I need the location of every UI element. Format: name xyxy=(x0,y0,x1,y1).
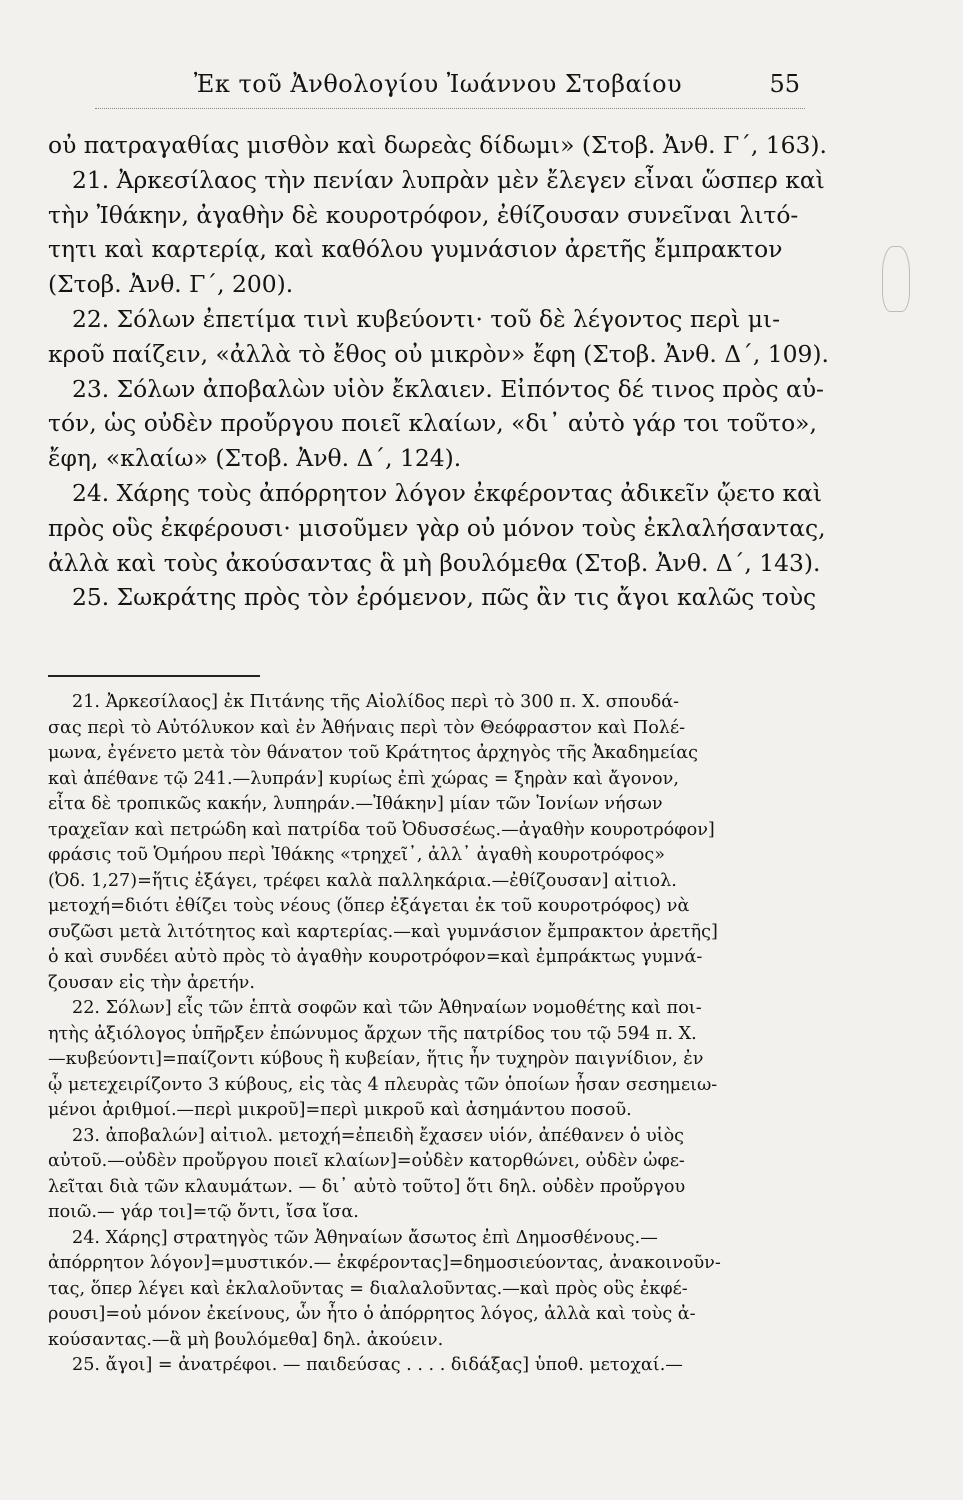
note-line: τραχεῖαν καὶ πετρώδη καὶ πατρίδα τοῦ Ὀδυσσέως.—ἀγαθὴν κουροτρόφον] xyxy=(48,819,715,840)
note-line: καὶ ἀπέθανε τῷ 241.—λυπράν] κυρίως ἐπὶ χώρας = ξηρὰν καὶ ἄγονον, xyxy=(48,768,679,789)
text-line: 25. Σωκράτης πρὸς τὸν ἐρόμενον, πῶς ἂν τις ἄγοι καλῶς τοὺς xyxy=(72,583,817,612)
margin-mark xyxy=(882,246,910,312)
note-line: αὐτοῦ.—οὐδὲν προὔργου ποιεῖ κλαίων]=οὐδὲν κατορθώνει, οὐδὲν ὠφε- xyxy=(48,1151,685,1171)
note-line: 24. Χάρης] στρατηγὸς τῶν Ἀθηναίων ἄσωτος ἐπὶ Δημοσθένους.— xyxy=(72,1227,658,1248)
text-line: τητι καὶ καρτερίᾳ, καὶ καθόλου γυμνάσιον ἀρετῆς ἔμπρακτον xyxy=(48,235,783,264)
running-title: Ἐκ τοῦ Ἀνθολογίου Ἰωάννου Στοβαίου xyxy=(193,70,683,98)
note-line: ποιῶ.— γάρ τοι]=τῷ ὄντι, ἴσα ἴσα. xyxy=(48,1202,359,1222)
note-line: συζῶσι μετὰ λιτότητος καὶ καρτερίας.—καὶ γυμνάσιον ἔμπρακτον ἀρετῆς] xyxy=(48,921,718,942)
text-line: 24. Χάρης τοὺς ἀπόρρητον λόγον ἐκφέροντας ἀδικεῖν ᾤετο καὶ xyxy=(72,478,823,507)
note-line: λεῖται διὰ τῶν κλαυμάτων. — δι᾽ αὐτὸ τοῦτο] ὅτι δηλ. οὐδὲν προὔργου xyxy=(48,1176,686,1197)
page-number: 55 xyxy=(769,70,800,98)
note-line: ρουσι]=οὐ μόνον ἐκείνους, ὧν ἦτο ὁ ἀπόρρητος λόγος, ἀλλὰ καὶ τοὺς ἀ- xyxy=(48,1304,696,1324)
note-line: ζουσαν εἰς τὴν ἀρετήν. xyxy=(48,972,255,993)
text-line: 22. Σόλων ἐπετίμα τινὶ κυβεύοντι· τοῦ δὲ λέγοντος περὶ μι- xyxy=(72,304,780,333)
note-line: μένοι ἀριθμοί.—περὶ μικροῦ]=περὶ μικροῦ καὶ ἀσημάντου ποσοῦ. xyxy=(48,1100,632,1120)
footnotes xyxy=(48,690,788,1379)
note-line: 25. ἄγοι] = ἀνατρέφοι. — παιδεύσας . . . . διδάξας] ὑποθ. μετοχαί.— xyxy=(72,1355,683,1375)
text-line: τόν, ὡς οὐδὲν προὔργου ποιεῖ κλαίων, «δι᾽ αὐτὸ γάρ τοι τοῦτο», xyxy=(48,409,817,438)
note-line: 21. Ἀρκεσίλαος] ἐκ Πιτάνης τῆς Αἰολίδος περὶ τὸ 300 π. Χ. σπουδά- xyxy=(72,692,680,712)
footnote-rule xyxy=(48,675,260,677)
text-line: 21. Ἀρκεσίλαος τὴν πενίαν λυπρὰν μὲν ἔλεγεν εἶναι ὥσπερ καὶ xyxy=(72,165,825,194)
note-line: ὁ καὶ συνδέει αὐτὸ πρὸς τὸ ἀγαθὴν κουροτρόφον=καὶ ἐμπράκτως γυμνά- xyxy=(48,947,703,967)
text-line: ἔφη, «κλαίω» (Στοβ. Ἀνθ. Δ΄, 124). xyxy=(48,444,462,473)
note-line: 23. ἀποβαλών] αἰτιολ. μετοχή=ἐπειδὴ ἔχασεν υἱόν, ἀπέθανεν ὁ υἱὸς xyxy=(72,1125,685,1146)
text-line: 23. Σόλων ἀποβαλὼν υἱὸν ἔκλαιεν. Εἰπόντος δέ τινος πρὸς αὐ- xyxy=(72,374,824,403)
header-rule xyxy=(95,108,805,109)
text-line: κροῦ παίζειν, «ἀλλὰ τὸ ἔθος οὐ μικρὸν» ἔφη (Στοβ. Ἀνθ. Δ΄, 109). xyxy=(48,339,829,368)
text-line: πρὸς οὓς ἐκφέρουσι· μισοῦμεν γὰρ οὐ μόνον τοὺς ἐκλαλήσαντας, xyxy=(48,513,826,542)
running-header xyxy=(100,70,800,104)
note-line: μετοχή=διότι ἐθίζει τοὺς νέους (ὅπερ ἐξάγεται ἐκ τοῦ κουροτρόφος) νὰ xyxy=(48,896,690,916)
note-line: τας, ὅπερ λέγει καὶ ἐκλαλοῦντας = διαλαλοῦντας.—καὶ πρὸς οὓς ἐκφέ- xyxy=(48,1278,688,1299)
note-line: —κυβεύοντι]=παίζοντι κύβους ἢ κυβείαν, ἥτις ἦν τυχηρὸν παιγνίδιον, ἐν xyxy=(48,1049,704,1069)
note-line: φράσις τοῦ Ὁμήρου περὶ Ἰθάκης «τρηχεῖ᾽, ἀλλ᾽ ἀγαθὴ κουροτρόφος» xyxy=(48,845,665,865)
note-line: εἶτα δὲ τροπικῶς κακήν, λυπηράν.—Ἰθάκην] μίαν τῶν Ἰονίων νήσων xyxy=(48,794,663,814)
note-line: ἀπόρρητον λόγον]=μυστικόν.— ἐκφέροντας]=δημοσιεύοντας, ἀνακοινοῦν- xyxy=(48,1253,721,1273)
note-line: (Ὀδ. 1,27)=ἥτις ἐξάγει, τρέφει καλὰ παλληκάρια.—ἐθίζουσαν] αἰτιολ. xyxy=(48,870,677,891)
note-line: σας περὶ τὸ Αὐτόλυκον καὶ ἐν Ἀθήναις περὶ τὸν Θεόφραστον καὶ Πολέ- xyxy=(48,717,686,738)
text-line: τὴν Ἰθάκην, ἀγαθὴν δὲ κουροτρόφον, ἐθίζουσαν συνεῖναι λιτό- xyxy=(48,200,799,229)
text-line: ἀλλὰ καὶ τοὺς ἀκούσαντας ἃ μὴ βουλόμεθα (Στοβ. Ἀνθ. Δ΄, 143). xyxy=(48,548,821,577)
note-line: ᾧ μετεχειρίζοντο 3 κύβους, εἰς τὰς 4 πλευρὰς τῶν ὁποίων ἦσαν σεσημειω- xyxy=(48,1074,718,1095)
note-line: κούσαντας.—ἃ μὴ βουλόμεθα] δηλ. ἀκούειν. xyxy=(48,1329,444,1350)
note-line: μωνα, ἐγένετο μετὰ τὸν θάνατον τοῦ Κράτητος ἀρχηγὸς τῆς Ἀκαδημείας xyxy=(48,743,698,763)
text-line: (Στοβ. Ἀνθ. Γ΄, 200). xyxy=(48,270,294,299)
main-text xyxy=(48,128,829,615)
text-line: οὐ πατραγαθίας μισθὸν καὶ δωρεὰς δίδωμι» (Στοβ. Ἀνθ. Γ΄, 163). xyxy=(48,131,827,159)
note-line: 22. Σόλων] εἷς τῶν ἑπτὰ σοφῶν καὶ τῶν Ἀθηναίων νομοθέτης καὶ ποι- xyxy=(72,998,702,1018)
note-line: ητὴς ἀξιόλογος ὑπῆρξεν ἐπώνυμος ἄρχων τῆς πατρίδος του τῷ 594 π. Χ. xyxy=(48,1023,697,1044)
